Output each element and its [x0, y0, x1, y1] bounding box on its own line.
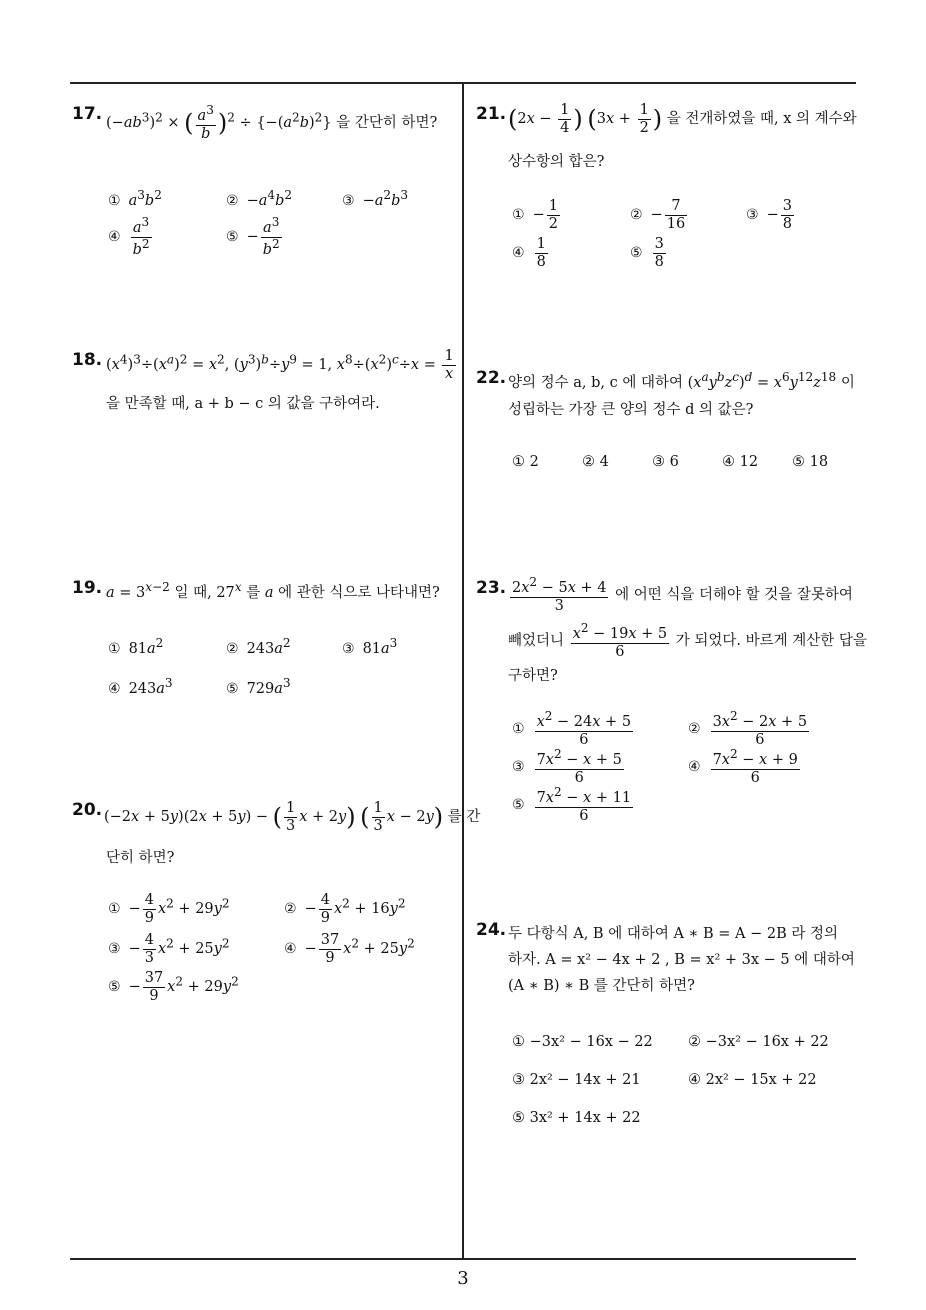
choice-4[interactable]: ④ 12: [722, 454, 759, 470]
choice-3[interactable]: ③ − $\frac{3}{8}$: [746, 198, 792, 232]
choice-5[interactable]: ⑤ $\frac{7x^2 - x + 11}{6}$: [512, 785, 632, 824]
bottom-rule: [70, 1258, 856, 1260]
question-number: 21.: [476, 104, 507, 124]
question-text-line2: 하자. A = x² − 4x + 2 , B = x² + 3x − 5 에 대하여: [508, 952, 855, 968]
question-number: 18.: [72, 350, 103, 370]
choice-1[interactable]: ① 2: [512, 454, 539, 470]
choice-2[interactable]: ② $\frac{3x^2 - 2x + 5}{6}$: [688, 709, 808, 748]
page-number: 3: [457, 1268, 469, 1289]
choice-3[interactable]: ③ $\frac{7x^2 - x + 5}{6}$: [512, 747, 622, 786]
choice-2[interactable]: ② 4: [582, 454, 609, 470]
question-text: (2x − $\frac{1}{4}$ ) (3x + $\frac{1}{2}$ ) 을 전개하였을 때, x 의 계수와: [508, 102, 857, 136]
question-text-line2: 상수항의 합은?: [508, 154, 605, 170]
question-text: 양의 정수 a, b, c 에 대하여 $(x^ay^bz^c)^d = x^6y^{12}z^{18}$ 이: [508, 370, 855, 391]
choice-4[interactable]: ④ 2x² − 15x + 22: [688, 1072, 817, 1088]
choice-2[interactable]: ② $-a^4b^2$: [226, 188, 293, 209]
choice-4[interactable]: ④ $\frac{7x^2 - x + 9}{6}$: [688, 747, 798, 786]
question-text-line3: (A ∗ B) ∗ B 를 간단히 하면?: [508, 978, 695, 994]
choice-2[interactable]: ② −3x² − 16x + 22: [688, 1034, 829, 1050]
question-text-line3: 구하면?: [508, 668, 558, 684]
choice-2[interactable]: ② − $\frac{7}{16}$: [630, 198, 686, 232]
question-number: 23.: [476, 578, 507, 598]
choice-5[interactable]: ⑤ $\frac{3}{8}$: [630, 236, 664, 270]
choice-4[interactable]: ④ $\frac{a^3}{b^2}$: [108, 215, 150, 258]
question-text-line2: 빼었더니 $\frac{x^2 - 19x + 5}{6}$ 가 되었다. 바르게 계산한 답을: [508, 621, 867, 660]
question-number: 22.: [476, 368, 507, 388]
question-text: 두 다항식 A, B 에 대하여 A ∗ B = A − 2B 라 정의: [508, 926, 838, 942]
choice-1[interactable]: ① − $\frac{1}{2}$: [512, 198, 558, 232]
question-text-line2: 을 만족할 때, a + b − c 의 값을 구하여라.: [106, 396, 380, 412]
question-text: $(-ab^3)^2$ × ( $\frac{a^3}{b}$ )$^2 \div \{-(a^2b)^2\}$ 을 간단히 하면?: [106, 103, 438, 142]
choice-5[interactable]: ⑤ − $\frac{a^3}{b^2}$: [226, 215, 280, 258]
choice-3[interactable]: ③ $-a^2b^3$: [342, 188, 409, 209]
question-text: $\frac{2x^2 - 5x + 4}{3}$ 에 어떤 식을 더해야 할 것을 잘못하여: [512, 575, 853, 614]
choice-1[interactable]: ① − $\frac{4}{9}$ $x^2 + 29y^2$: [108, 892, 230, 926]
choice-1[interactable]: ① $81a^2$: [108, 636, 164, 657]
choice-3[interactable]: ③ 2x² − 14x + 21: [512, 1072, 641, 1088]
choice-2[interactable]: ② − $\frac{4}{9}$ $x^2 + 16y^2$: [284, 892, 406, 926]
question-text: (−2x + 5y)(2x + 5y) − ( $\frac{1}{3}$ x + 2y) ( $\frac{1}{3}$ x − 2y) 를 간: [104, 800, 481, 834]
question-text: $(x^4)^3\div(x^a)^2 = x^2$, $(y^3)^b\div y^9 = 1$, $x^8\div(x^2)^c\div x$ = $\frac{1}{x}$: [106, 348, 454, 382]
choice-1[interactable]: ① −3x² − 16x − 22: [512, 1034, 653, 1050]
choice-5[interactable]: ⑤ $729a^3$: [226, 676, 291, 697]
question-text: $a = 3^{x-2}$ 일 때, 27$^x$ 를 a 에 관한 식으로 나타내면?: [106, 580, 440, 601]
choice-2[interactable]: ② $243a^2$: [226, 636, 291, 657]
choice-1[interactable]: ① $a^3b^2$: [108, 188, 162, 209]
question-number: 17.: [72, 104, 103, 124]
choice-3[interactable]: ③ 6: [652, 454, 679, 470]
question-text-line2: 단히 하면?: [106, 850, 175, 866]
choice-3[interactable]: ③ $81a^3$: [342, 636, 398, 657]
choice-4[interactable]: ④ $\frac{1}{8}$: [512, 236, 546, 270]
choice-4[interactable]: ④ − $\frac{37}{9}$ $x^2 + 25y^2$: [284, 932, 415, 966]
question-number: 19.: [72, 578, 103, 598]
choice-5[interactable]: ⑤ 3x² + 14x + 22: [512, 1110, 641, 1126]
question-text-line2: 성립하는 가장 큰 양의 정수 d 의 값은?: [508, 402, 754, 418]
choice-5[interactable]: ⑤ − $\frac{37}{9}$ $x^2 + 29y^2$: [108, 970, 239, 1004]
choice-3[interactable]: ③ − $\frac{4}{3}$ $x^2 + 25y^2$: [108, 932, 230, 966]
question-number: 20.: [72, 800, 103, 820]
choice-5[interactable]: ⑤ 18: [792, 454, 829, 470]
choice-1[interactable]: ① $\frac{x^2 - 24x + 5}{6}$: [512, 709, 632, 748]
question-number: 24.: [476, 920, 507, 940]
choice-4[interactable]: ④ $243a^3$: [108, 676, 173, 697]
column-divider: [462, 82, 464, 1260]
